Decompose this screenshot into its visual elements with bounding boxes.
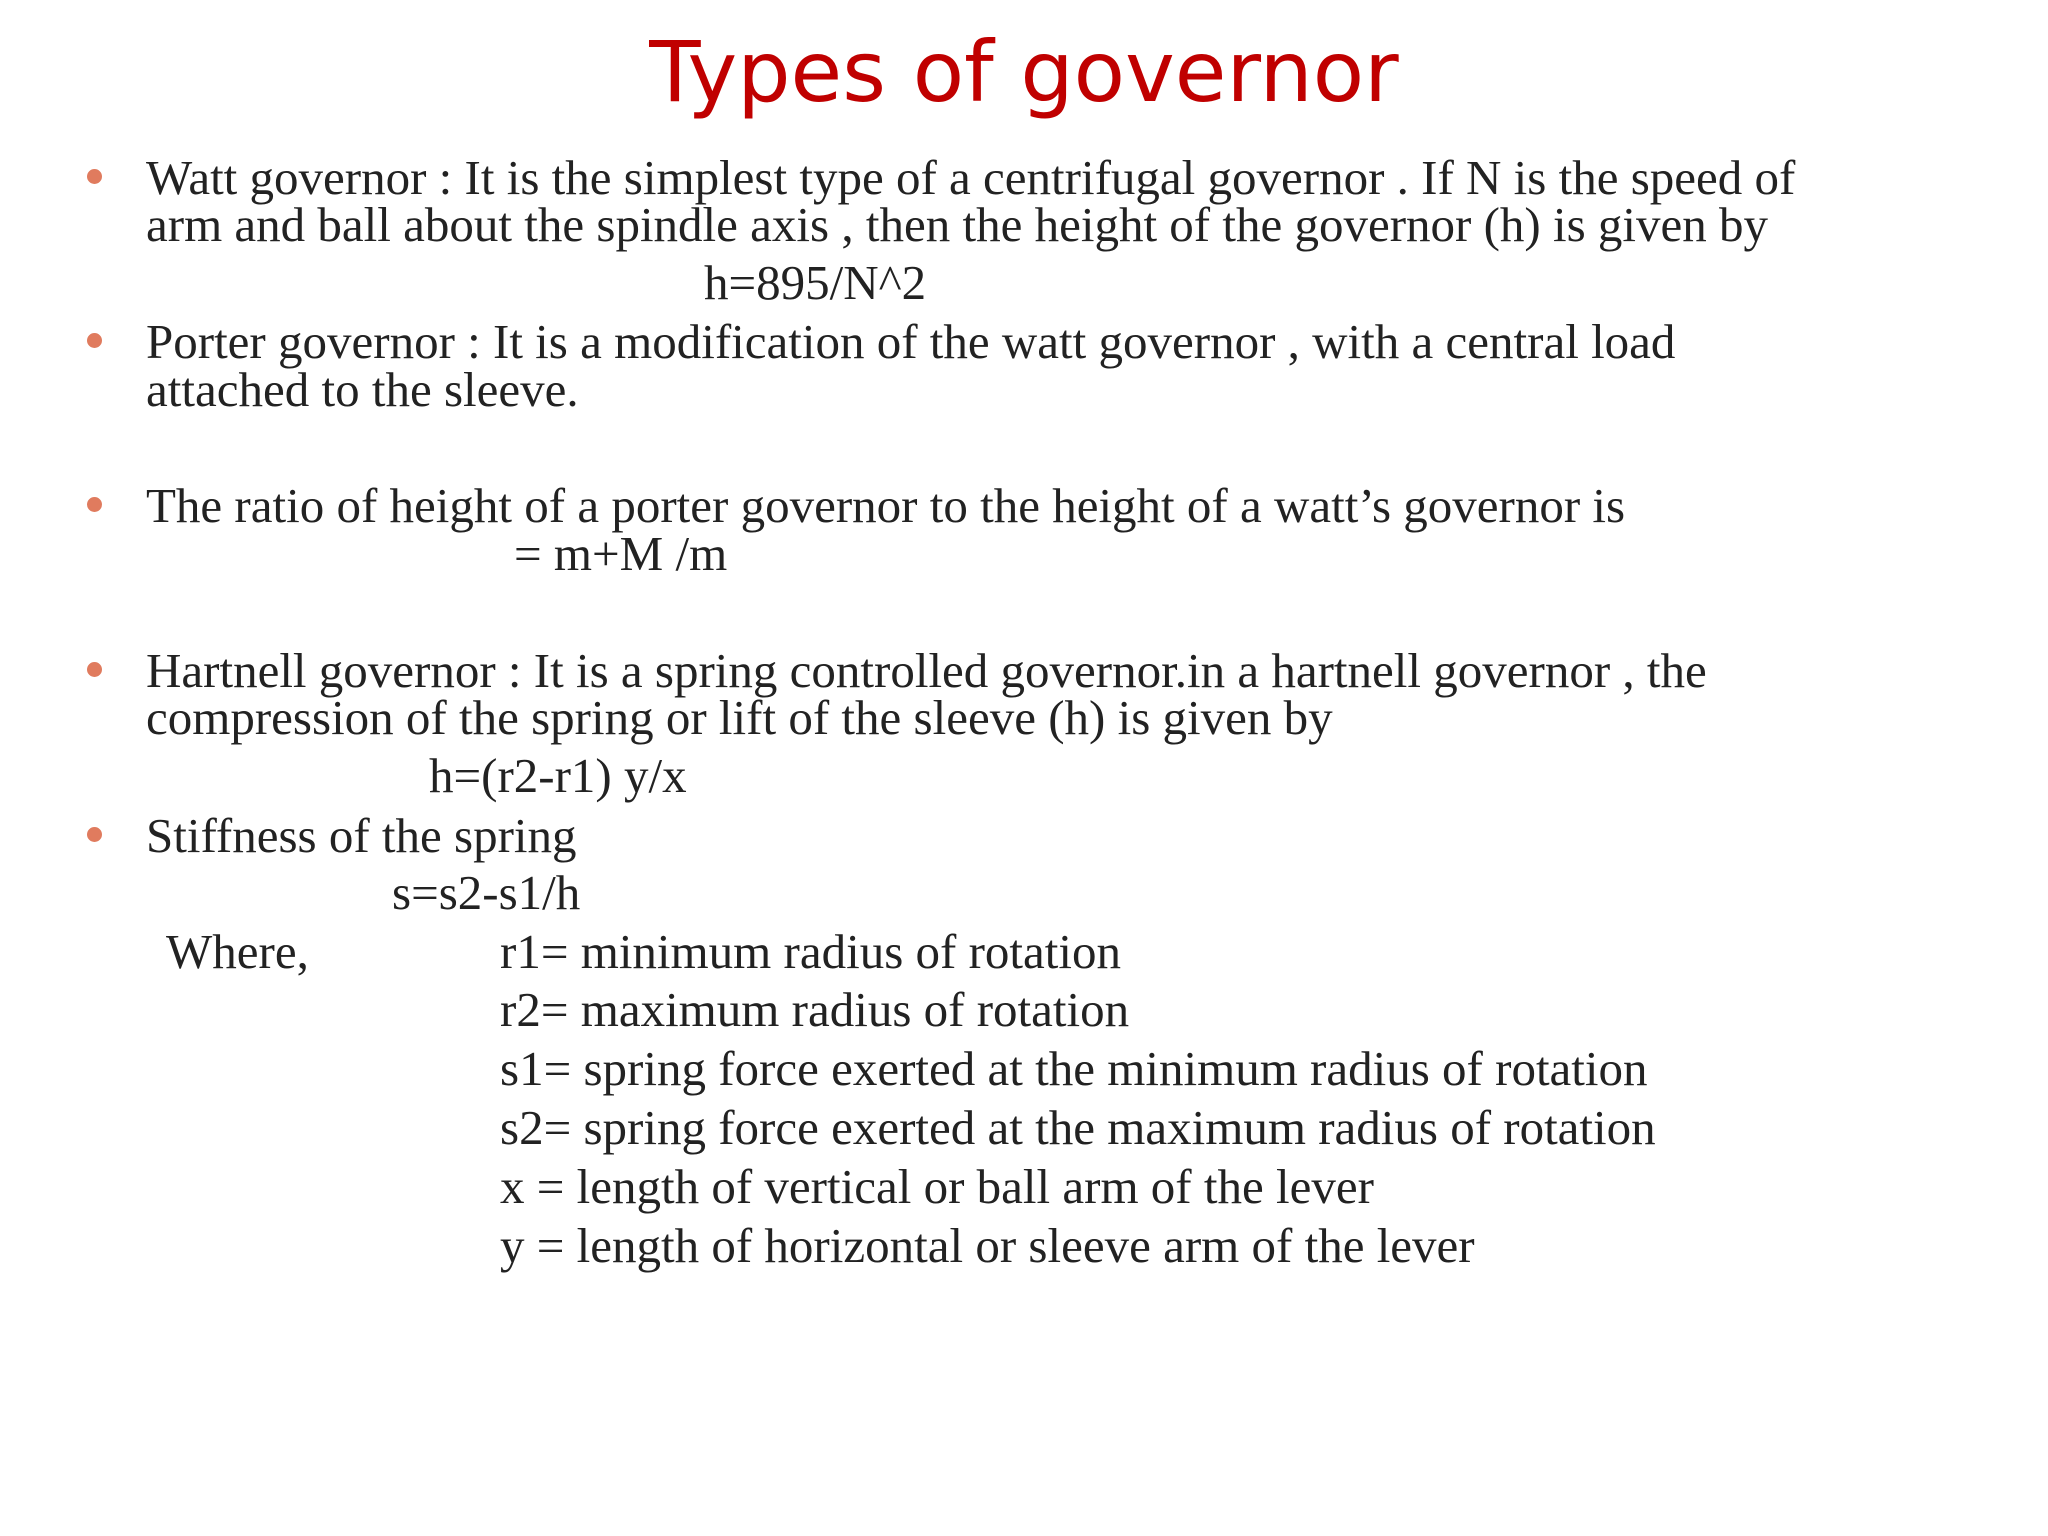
watt-governor-line-1: Watt governor : It is the simplest type of a centrifugal governor . If N is the speed of (146, 150, 1796, 205)
height-ratio-formula: = m+M /m (514, 526, 728, 581)
definition-y: y = length of horizontal or sleeve arm of the lever (500, 1218, 1475, 1273)
bullet-icon (87, 333, 102, 348)
bullet-icon (87, 827, 102, 842)
hartnell-governor-line-1: Hartnell governor : It is a spring controlled governor.in a hartnell governor , the (146, 643, 1707, 698)
slide-title: Types of governor (649, 23, 1399, 121)
porter-governor-line-1: Porter governor : It is a modification of the watt governor , with a central load (146, 314, 1676, 369)
porter-governor-line-2: attached to the sleeve. (146, 362, 579, 417)
definition-r2: r2= maximum radius of rotation (500, 982, 1130, 1037)
definition-x: x = length of vertical or ball arm of the lever (500, 1159, 1374, 1214)
watt-governor-line-2: arm and ball about the spindle axis , then the height of the governor (h) is given by (146, 197, 1769, 252)
definition-s2: s2= spring force exerted at the maximum radius of rotation (500, 1100, 1656, 1155)
bullet-icon (87, 662, 102, 677)
watt-governor-formula: h=895/N^2 (704, 255, 927, 310)
hartnell-governor-line-2: compression of the spring or lift of the sleeve (h) is given by (146, 690, 1333, 745)
definition-r1: r1= minimum radius of rotation (500, 924, 1121, 979)
stiffness-line: Stiffness of the spring (146, 808, 577, 863)
hartnell-governor-formula: h=(r2-r1) y/x (429, 748, 687, 803)
bullet-icon (87, 169, 102, 184)
definition-s1: s1= spring force exerted at the minimum radius of rotation (500, 1041, 1648, 1096)
height-ratio-line: The ratio of height of a porter governor to the height of a watt’s governor is (146, 478, 1626, 533)
stiffness-formula: s=s2-s1/h (392, 865, 581, 920)
bullet-icon (87, 497, 102, 512)
where-label: Where, (166, 924, 309, 979)
